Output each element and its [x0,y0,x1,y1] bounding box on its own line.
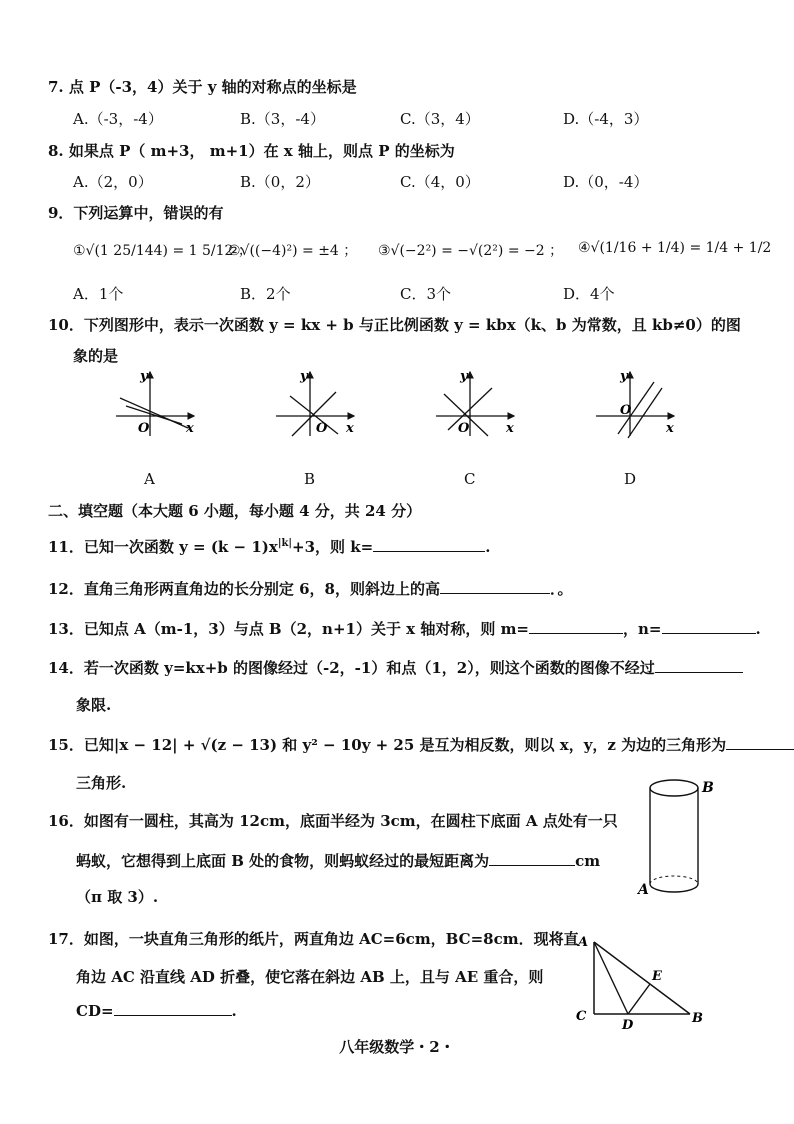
q12-end: ．。 [549,580,573,598]
triangle-label-b: B [692,1011,703,1026]
q13-mid: ，n= [623,620,662,638]
q17-line3-wrap [76,1002,237,1020]
graph-a-x-label: x [186,421,194,436]
q9-option-d: D．4个 [563,285,615,303]
q8-option-c: C.（4，0） [400,173,480,191]
cylinder-figure [634,774,726,902]
graph-b-x-label: x [346,421,354,436]
q15-line2: 三角形. [76,774,127,792]
q9-option-b: B．2个 [240,285,291,303]
q9-item-1: ①√(1 25/144) = 1 5/12 ； [73,243,252,259]
q14 [48,657,743,678]
q10-graph-b [272,368,362,440]
triangle-label-c: C [576,1009,587,1024]
q7-option-d: D.（-4，3） [563,110,649,128]
graph-a-origin: O [138,421,150,436]
triangle-label-d: D [622,1018,634,1030]
q13-end: . [755,620,761,638]
graph-b-y-label: y [300,369,308,384]
q9-item-3: ③√(−2²) = −√(2²) = −2 ； [378,243,564,259]
q14-line2: 象限. [76,696,112,714]
graph-d-origin: O [620,403,632,418]
q11-exponent: |k| [277,538,293,549]
q10-graph-d [592,368,682,440]
q8-option-b: B.（0，2） [240,173,320,191]
q17-line3: CD= [76,1002,114,1020]
graph-c-y-label: y [460,369,468,384]
cylinder-label-b: B [702,780,714,796]
q16-line1: 16．如图有一圆柱，其高为 12cm，底面半经为 3cm，在圆柱下底面 A 点处有一只 [48,812,618,830]
q16-line3: （π 取 3）. [76,888,159,906]
q11-end: . [485,538,491,556]
q8-option-d: D.（0，-4） [563,173,649,191]
q11-answer-blank[interactable] [373,550,485,552]
cylinder-label-a: A [638,882,649,898]
q8-option-a: A.（2，0） [73,173,153,191]
q7-stem: 7. 点 P（-3，4）关于 y 轴的对称点的坐标是 [48,78,357,96]
q16-unit: cm [575,852,601,870]
q10-graph-a [112,368,202,440]
q8-stem: 8. 如果点 P（ m+3， m+1）在 x 轴上，则点 P 的坐标为 [48,142,455,160]
q10-label-c: C [464,470,476,488]
q9-option-a: A．1个 [73,285,124,303]
graph-c-x-label: x [506,421,514,436]
q7-option-b: B.（3，-4） [240,110,325,128]
q9-item-2: ②√((−4)²) = ±4 ； [228,243,358,259]
q15-text: 15．已知|x − 12| + √(z − 13) 和 y² − 10y + 25 是互为相反数，则以 x，y，z 为边的三角形为 [48,736,727,754]
q9-option-c: C．3个 [400,285,452,303]
graph-b-origin: O [316,421,328,436]
q7-option-c: C.（3，4） [400,110,480,128]
q10-graph-c [432,368,522,440]
graph-a-y-label: y [140,369,148,384]
graph-d-x-label: x [666,421,674,436]
triangle-label-a: A [578,935,589,950]
q10-label-d: D [624,470,637,488]
q16-line2: 蚂蚁，它想得到上底面 B 处的食物，则蚂蚁经过的最短距离为 [76,852,490,870]
q13-m-blank[interactable] [529,632,623,634]
q15-answer-blank[interactable] [726,748,794,750]
q11 [48,536,490,557]
q17-line2: 角边 AC 沿直线 AD 折叠，使它落在斜边 AB 上，且与 AE 重合，则 [76,968,544,986]
q9-item-4: ④√(1/16 + 1/4) = 1/4 + 1/2 [578,240,772,256]
q10-label-b: B [304,470,316,488]
page-footer: 八年级数学・2・ [339,1038,455,1056]
q10-stem-line2: 象的是 [73,347,119,365]
q16-line2-wrap [76,850,600,871]
q13 [48,618,761,639]
q16-answer-blank[interactable] [489,864,575,866]
q12 [48,578,573,599]
q13-text: 13．已知点 A（m-1，3）与点 B（2，n+1）关于 x 轴对称，则 m= [48,620,530,638]
q9-stem: 9．下列运算中，错误的有 [48,204,224,222]
graph-c-origin: O [458,421,470,436]
q12-text: 12．直角三角形两直角边的长分别定 6，8，则斜边上的高 [48,580,440,598]
q11-text: 11．已知一次函数 y = (k − 1)x [48,538,278,556]
q7-option-a: A.（-3，-4） [73,110,163,128]
q12-answer-blank[interactable] [440,592,550,594]
q14-text: 14．若一次函数 y=kx+b 的图像经过（-2，-1）和点（1，2），则这个函数的图像不经过 [48,659,655,677]
q15 [48,734,794,755]
triangle-label-e: E [652,969,662,984]
q10-stem: 10．下列图形中，表示一次函数 y = kx + b 与正比例函数 y = kbx（k、b 为常数，且 kb≠0）的图 [48,316,741,334]
q10-label-a: A [144,470,155,488]
q11-tail: +3，则 k= [292,538,374,556]
q14-answer-blank[interactable] [655,671,743,673]
q17-answer-blank[interactable] [114,1014,232,1016]
triangle-figure [572,930,712,1030]
q13-n-blank[interactable] [662,632,756,634]
q17-end: . [231,1002,237,1020]
section-2-heading: 二、填空题（本大题 6 小题，每小题 4 分，共 24 分） [48,502,422,520]
graph-d-y-label: y [620,369,628,384]
q17-line1: 17．如图，一块直角三角形的纸片，两直角边 AC=6cm，BC=8cm．现将直 [48,930,579,948]
